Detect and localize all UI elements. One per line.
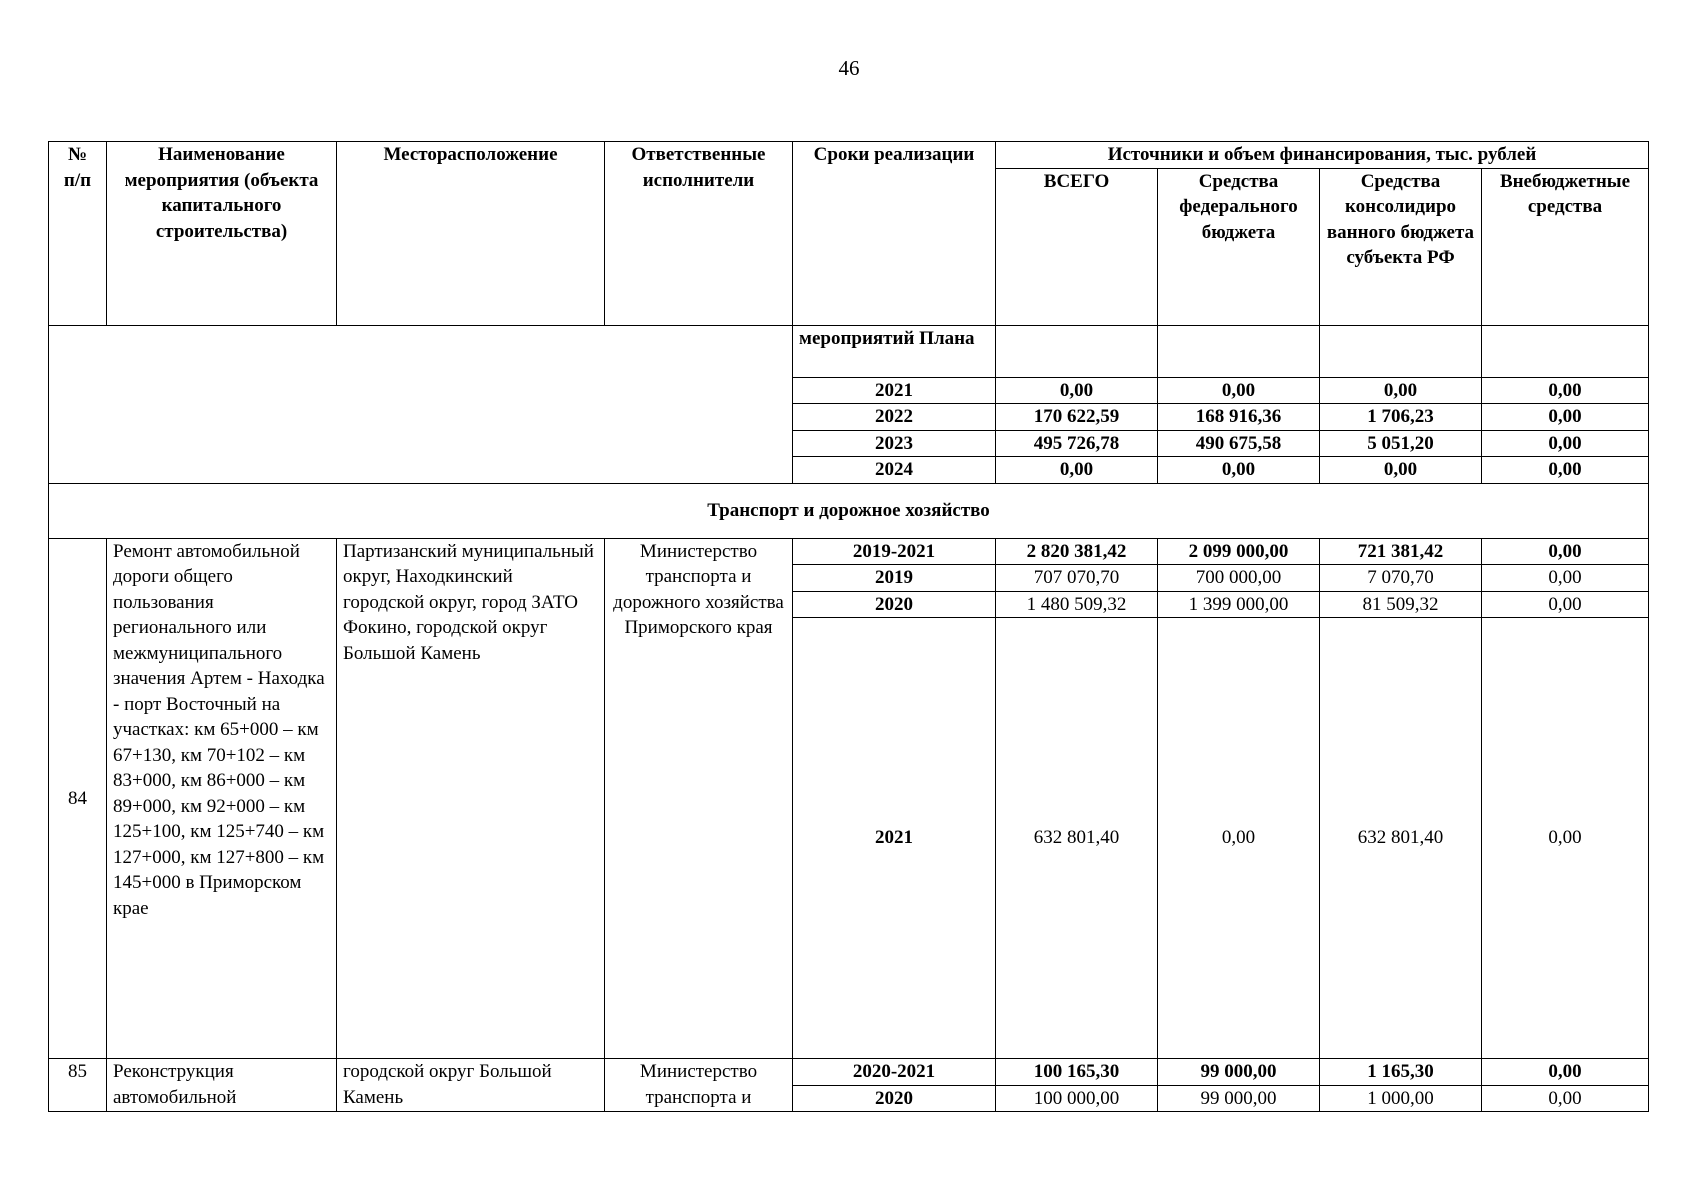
header-federal: Средства федерального бюджета <box>1158 168 1320 325</box>
item-84-executors: Министерство транспорта и дорожного хозяйства Приморского края <box>605 538 793 1059</box>
page-number: 46 <box>838 56 860 80</box>
header-name: Наименование мероприятия (объекта капитального строительства) <box>107 142 337 326</box>
item-84-extra: 0,00 <box>1482 538 1649 565</box>
summary-federal: 0,00 <box>1158 377 1320 404</box>
item-84-year: 2019 <box>793 565 996 592</box>
item-85-extra: 0,00 <box>1482 1059 1649 1086</box>
item-85-name: Реконструкция автомобильной <box>107 1059 337 1112</box>
item-84-total: 2 820 381,42 <box>996 538 1158 565</box>
item-84-federal: 700 000,00 <box>1158 565 1320 592</box>
header-regional: Средства консолидиро ванного бюджета субъекта РФ <box>1320 168 1482 325</box>
header-row <box>49 142 1649 169</box>
section-row <box>49 483 1649 538</box>
item-84-federal: 1 399 000,00 <box>1158 591 1320 618</box>
header-total: ВСЕГО <box>996 168 1158 325</box>
summary-regional: 5 051,20 <box>1320 430 1482 457</box>
summary-total: 0,00 <box>996 457 1158 484</box>
header-funding-group: Источники и объем финансирования, тыс. рублей <box>996 142 1649 169</box>
item-85-federal: 99 000,00 <box>1158 1085 1320 1112</box>
item-85-year: 2020-2021 <box>793 1059 996 1086</box>
summary-federal: 0,00 <box>1158 457 1320 484</box>
summary-regional: 1 706,23 <box>1320 404 1482 431</box>
summary-extra: 0,00 <box>1482 377 1649 404</box>
summary-year: 2022 <box>793 404 996 431</box>
item-84-regional: 721 381,42 <box>1320 538 1482 565</box>
summary-extra: 0,00 <box>1482 404 1649 431</box>
item-85-regional: 1 165,30 <box>1320 1059 1482 1086</box>
summary-total: 495 726,78 <box>996 430 1158 457</box>
item-84-extra: 0,00 <box>1482 591 1649 618</box>
item-84-year: 2021 <box>793 618 996 1059</box>
summary-empty-federal <box>1158 325 1320 377</box>
summary-regional: 0,00 <box>1320 457 1482 484</box>
item-84-total: 707 070,70 <box>996 565 1158 592</box>
summary-regional: 0,00 <box>1320 377 1482 404</box>
summary-year: 2023 <box>793 430 996 457</box>
summary-federal: 490 675,58 <box>1158 430 1320 457</box>
item-84-federal: 0,00 <box>1158 618 1320 1059</box>
header-location: Месторасположение <box>337 142 605 326</box>
item-85-extra: 0,00 <box>1482 1085 1649 1112</box>
item-84-regional: 632 801,40 <box>1320 618 1482 1059</box>
item-85-year: 2020 <box>793 1085 996 1112</box>
summary-total: 0,00 <box>996 377 1158 404</box>
summary-year: 2024 <box>793 457 996 484</box>
item-85-row <box>49 1059 1649 1086</box>
summary-empty-total <box>996 325 1158 377</box>
header-extra: Внебюджетные средства <box>1482 168 1649 325</box>
item-85-num: 85 <box>49 1059 107 1112</box>
item-84-num: 84 <box>49 538 107 1059</box>
header-num: № п/п <box>49 142 107 326</box>
item-84-extra: 0,00 <box>1482 618 1649 1059</box>
item-84-regional: 7 070,70 <box>1320 565 1482 592</box>
summary-total: 170 622,59 <box>996 404 1158 431</box>
item-85-regional: 1 000,00 <box>1320 1085 1482 1112</box>
item-85-federal: 99 000,00 <box>1158 1059 1320 1086</box>
item-84-location: Партизанский муниципальный округ, Находкинский городской округ, город ЗАТО Фокино, городской округ Большой Камень <box>337 538 605 1059</box>
summary-year: 2021 <box>793 377 996 404</box>
item-84-year: 2020 <box>793 591 996 618</box>
item-85-location: городской округ Большой Камень <box>337 1059 605 1112</box>
item-85-executors: Министерство транспорта и <box>605 1059 793 1112</box>
section-title: Транспорт и дорожное хозяйство <box>49 483 1649 538</box>
item-85-total: 100 000,00 <box>996 1085 1158 1112</box>
summary-empty-extra <box>1482 325 1649 377</box>
item-84-name: Ремонт автомобильной дороги общего пользования регионального или межмуниципального значения Артем - Находка - порт Восточный на участках: км 65+000 – км 67+130, км 70+102 – км 83+000, км 86+000 – км 89+000, км 92+000 – км 125+100, км 125+740 – км 127+000, км 127+800 – км 145+000 в Приморском крае <box>107 538 337 1059</box>
item-84-total: 632 801,40 <box>996 618 1158 1059</box>
summary-empty-regional <box>1320 325 1482 377</box>
item-85-total: 100 165,30 <box>996 1059 1158 1086</box>
header-executors: Ответственные исполнители <box>605 142 793 326</box>
financing-table <box>48 141 1649 1112</box>
summary-label-row <box>49 325 1649 377</box>
item-84-total: 1 480 509,32 <box>996 591 1158 618</box>
summary-label: мероприятий Плана <box>793 325 996 377</box>
header-terms: Сроки реализации <box>793 142 996 326</box>
item-84-year: 2019-2021 <box>793 538 996 565</box>
summary-blank <box>49 325 793 483</box>
summary-federal: 168 916,36 <box>1158 404 1320 431</box>
summary-extra: 0,00 <box>1482 430 1649 457</box>
item-84-federal: 2 099 000,00 <box>1158 538 1320 565</box>
item-84-regional: 81 509,32 <box>1320 591 1482 618</box>
item-84-row <box>49 538 1649 565</box>
summary-extra: 0,00 <box>1482 457 1649 484</box>
item-84-extra: 0,00 <box>1482 565 1649 592</box>
